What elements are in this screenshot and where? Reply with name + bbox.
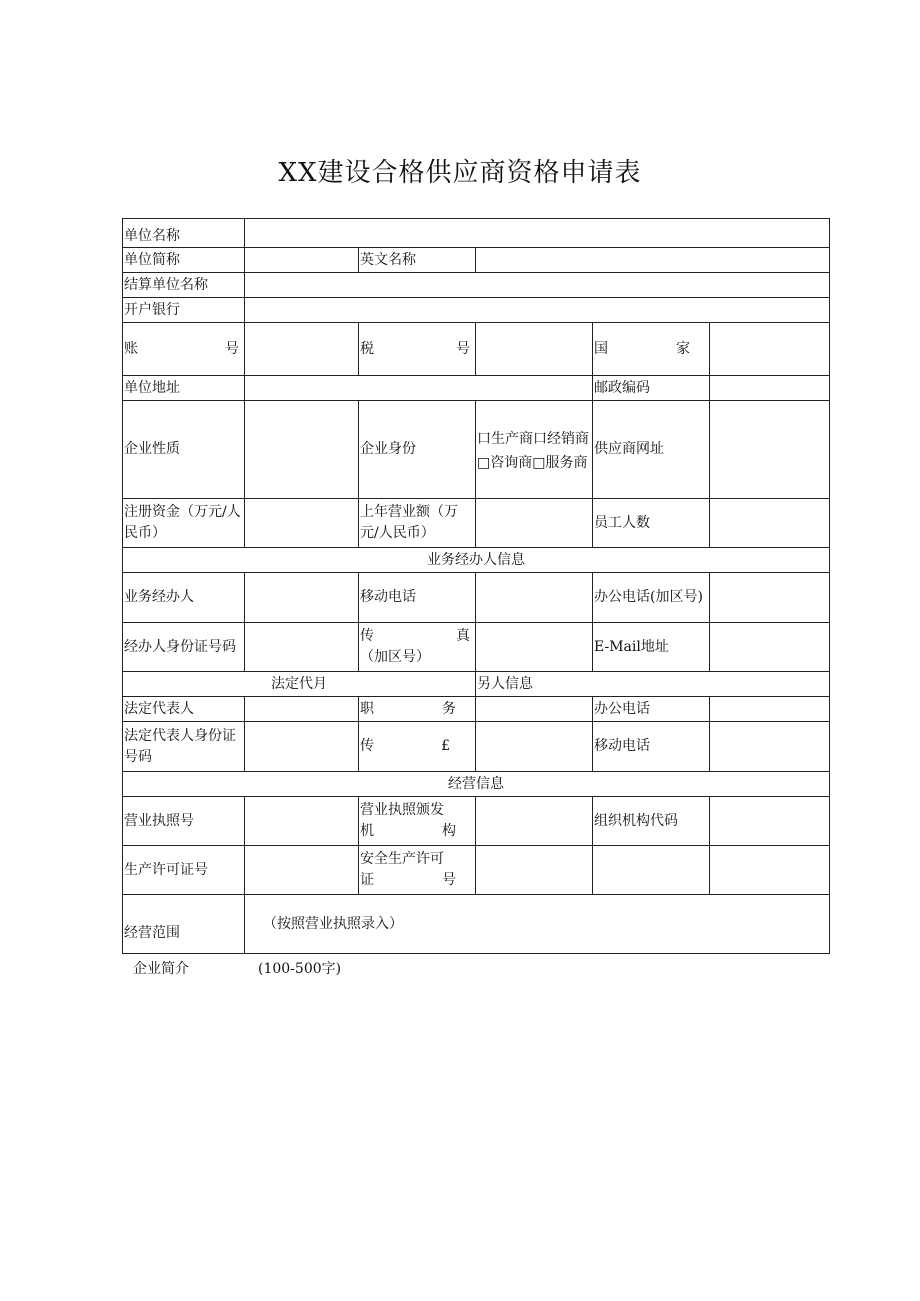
unit-address-label: 单位地址 (123, 376, 245, 401)
email-label: E-Mail地址 (593, 623, 710, 672)
business-scope-label: 经营范围 (123, 895, 245, 954)
account-label (123, 323, 245, 376)
position-field[interactable] (476, 697, 593, 722)
license-authority-field[interactable] (476, 797, 593, 846)
table-row (123, 772, 830, 797)
table-row (123, 323, 830, 376)
license-authority-label (359, 797, 476, 846)
agent-id-field[interactable] (245, 623, 359, 672)
intro-label: 企业简介 (133, 961, 189, 977)
position-label (359, 697, 476, 722)
unit-name-label: 单位名称 (123, 219, 245, 248)
office-phone-field[interactable] (710, 697, 830, 722)
supplier-website-label: 供应商网址 (593, 401, 710, 499)
table-row (123, 797, 830, 846)
english-name-label: 英文名称 (359, 248, 476, 273)
safety-permit-char2: 号 (442, 872, 456, 888)
license-authority-line1: 营业执照颁发 (360, 802, 444, 818)
registered-capital-label: 注册资金（万元/人民币） (123, 499, 245, 548)
fax-area-label (359, 623, 476, 672)
business-license-field[interactable] (245, 797, 359, 846)
business-license-label: 营业执照号 (123, 797, 245, 846)
mobile-phone-2-field[interactable] (710, 722, 830, 772)
table-row (123, 401, 830, 499)
fax-label-note: （加区号） (360, 649, 430, 665)
table-row (123, 846, 830, 895)
safety-permit-extra-2[interactable] (710, 846, 830, 895)
fax-label-char1: 传 (360, 628, 374, 644)
tax-label-char2: 号 (456, 340, 470, 357)
org-code-field[interactable] (710, 797, 830, 846)
unit-address-field[interactable] (245, 376, 593, 401)
office-phone-area-field[interactable] (710, 573, 830, 623)
account-label-char2: 号 (225, 340, 239, 357)
english-name-field[interactable] (476, 248, 830, 273)
tax-field[interactable] (476, 323, 593, 376)
org-code-label: 组织机构代码 (593, 797, 710, 846)
table-row (123, 219, 830, 248)
table-row (123, 895, 830, 954)
section-agent-header: 业务经办人信息 (123, 548, 830, 573)
license-authority-char2: 构 (442, 823, 456, 839)
table-row (123, 248, 830, 273)
agent-field[interactable] (245, 573, 359, 623)
table-row (123, 623, 830, 672)
safety-permit-char1: 证 (360, 872, 374, 888)
last-year-turnover-label: 上年营业额（万元/人民币） (359, 499, 476, 548)
fax-label-char2: 真 (456, 628, 470, 644)
country-label (593, 323, 710, 376)
office-phone-label: 办公电话 (593, 697, 710, 722)
table-row (123, 376, 830, 401)
position-label-char1: 职 (360, 700, 374, 717)
legal-rep-section-right: 另人信息 (476, 672, 830, 697)
legal-rep-id-label: 法定代表人身份证号码 (123, 722, 245, 772)
safety-permit-line1: 安全生产许可 (360, 851, 444, 867)
agent-id-label: 经办人身份证号码 (123, 623, 245, 672)
fax2-label-char1: 传 (360, 738, 374, 754)
bank-label: 开户银行 (123, 298, 245, 323)
mobile-phone-field[interactable] (476, 573, 593, 623)
mobile-phone-2-label: 移动电话 (593, 722, 710, 772)
tax-label (359, 323, 476, 376)
table-row (123, 499, 830, 548)
country-label-char2: 家 (676, 340, 690, 357)
country-field[interactable] (710, 323, 830, 376)
table-row (123, 298, 830, 323)
legal-rep-id-field[interactable] (245, 722, 359, 772)
enterprise-nature-field[interactable] (245, 401, 359, 499)
license-authority-char1: 机 (360, 823, 374, 839)
enterprise-nature-label: 企业性质 (123, 401, 245, 499)
identity-options[interactable]: 口生产商口经销商□咨询商□服务商 (476, 401, 593, 499)
postal-code-label: 邮政编码 (593, 376, 710, 401)
fax-field[interactable] (476, 722, 593, 772)
country-label-char1: 国 (594, 340, 608, 357)
last-year-turnover-field[interactable] (476, 499, 593, 548)
table-row (123, 697, 830, 722)
table-row (123, 273, 830, 298)
legal-rep-label: 法定代表人 (123, 697, 245, 722)
settlement-unit-label: 结算单位名称 (123, 273, 245, 298)
table-row (123, 548, 830, 573)
page-title: XX建设合格供应商资格申请表 (278, 158, 642, 188)
account-label-char1: 账 (124, 340, 138, 357)
unit-abbr-field[interactable] (245, 248, 359, 273)
unit-abbr-label: 单位简称 (123, 248, 245, 273)
employee-count-label: 员工人数 (593, 499, 710, 548)
email-field[interactable] (710, 623, 830, 672)
legal-rep-section-left: 法定代月 (123, 672, 476, 697)
tax-label-char1: 税 (360, 340, 374, 357)
business-scope-note: （按照营业执照录入） (263, 915, 403, 932)
agent-label: 业务经办人 (123, 573, 245, 623)
production-permit-field[interactable] (245, 846, 359, 895)
safety-permit-extra-1[interactable] (593, 846, 710, 895)
production-permit-label: 生产许可证号 (123, 846, 245, 895)
fax2-label-char2: £ (441, 738, 450, 754)
settlement-unit-field[interactable] (245, 273, 830, 298)
safety-permit-field[interactable] (476, 846, 593, 895)
business-scope-field[interactable] (245, 895, 830, 954)
legal-rep-field[interactable] (245, 697, 359, 722)
table-row (123, 573, 830, 623)
unit-name-field[interactable] (245, 219, 830, 248)
registered-capital-field[interactable] (245, 499, 359, 548)
section-business-header: 经营信息 (123, 772, 830, 797)
account-field[interactable] (245, 323, 359, 376)
fax-area-field[interactable] (476, 623, 593, 672)
enterprise-identity-label: 企业身份 (359, 401, 476, 499)
bank-field[interactable] (245, 298, 830, 323)
table-row (123, 722, 830, 772)
mobile-phone-label: 移动电话 (359, 573, 476, 623)
table-row (123, 672, 830, 697)
postal-code-field[interactable] (710, 376, 830, 401)
fax-label (359, 722, 476, 772)
application-form-table (122, 218, 830, 954)
intro-note: (100-500字) (258, 961, 342, 977)
supplier-website-field[interactable] (710, 401, 830, 499)
safety-permit-label (359, 846, 476, 895)
position-label-char2: 务 (442, 700, 456, 717)
office-phone-area-label: 办公电话(加区号) (593, 573, 710, 623)
employee-count-field[interactable] (710, 499, 830, 548)
